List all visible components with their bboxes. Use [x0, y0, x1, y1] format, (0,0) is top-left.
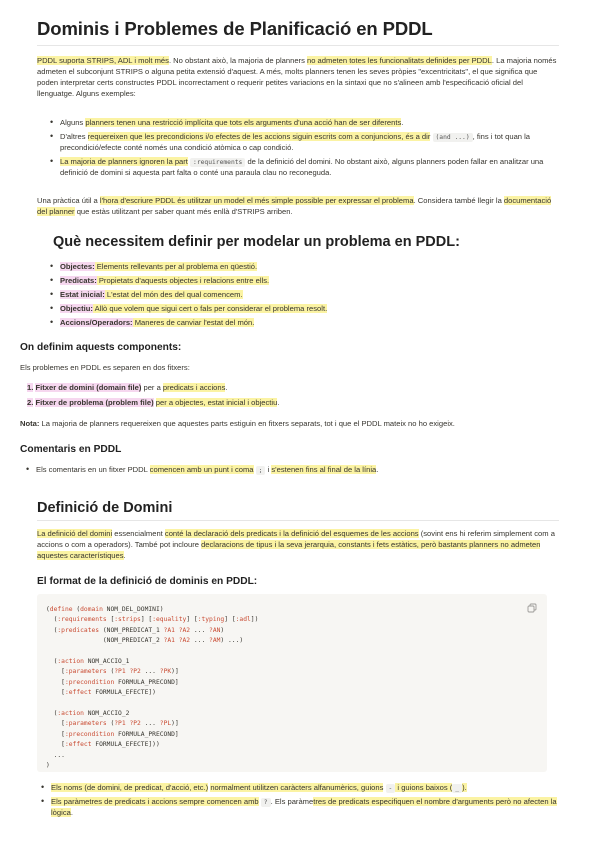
- code-keyword: ?PL: [159, 720, 172, 728]
- component-desc: Elements rellevants per al problema en qüestió.: [94, 262, 258, 271]
- inline-code: -: [386, 784, 396, 793]
- comments-text: i: [265, 465, 272, 474]
- domain-highlight: declaracions de tipus i la seva jerarquia, constants i fets estàtics, però bastants planners no admeten aquestes característiques: [37, 540, 541, 560]
- component-term: Estat inicial:: [60, 290, 105, 299]
- note-text: . Els paràme: [270, 797, 314, 807]
- comments-text: .: [376, 465, 379, 474]
- define-note: [20, 418, 542, 429]
- code-keyword: :requirements: [57, 616, 107, 624]
- code-keyword: ?A1: [163, 626, 175, 634]
- code-line: [:precondition FORMULA_PRECOND]: [46, 678, 179, 686]
- code-line: (define (domain NOM_DEL_DOMINI): [46, 606, 164, 613]
- domain-highlight: conté la declaració dels predicats i la definició del esquemes de les accions: [164, 529, 419, 538]
- code-keyword: define: [49, 606, 73, 613]
- final-note-item: [37, 796, 557, 818]
- component-desc: Maneres de canviar l'estat del món.: [132, 318, 255, 327]
- note-text: ).: [462, 783, 467, 792]
- domain-highlight: La definició del domini: [37, 529, 113, 538]
- practical-highlight-2: documentació del planner: [37, 196, 552, 216]
- final-note-item: [37, 782, 557, 793]
- inline-code: (and ...): [433, 133, 473, 142]
- component-item: [46, 303, 546, 314]
- component-term: Objectiu:: [60, 304, 93, 313]
- domain-paragraph: [37, 528, 559, 561]
- example-highlight: requereixen que les precondicions i/o efectes de les accions siguin escrits com a conjuncions, és a dir: [87, 132, 431, 141]
- file-highlight: predicats i accions: [162, 383, 226, 392]
- code-keyword: :precondition: [64, 678, 115, 686]
- intro-paragraph: [37, 55, 559, 99]
- component-item: [46, 289, 546, 300]
- example-item-1: [46, 117, 558, 128]
- code-keyword: ?P2: [129, 668, 141, 676]
- code-line: [:effect FORMULA_EFECTE])): [46, 741, 160, 749]
- code-keyword: ?A2: [178, 637, 191, 645]
- code-line: [:parameters (?P1 ?P2 ... ?PK)]: [46, 668, 179, 676]
- code-keyword: :effect: [64, 741, 92, 749]
- inline-code: ?: [261, 798, 271, 807]
- code-keyword: :action: [57, 710, 84, 718]
- note-highlight: Els noms (de domini, de predicat, d'acció, etc.): [51, 783, 209, 792]
- copy-icon[interactable]: [527, 603, 537, 613]
- note-text: i guions baixos (: [395, 783, 453, 792]
- file-name: Fitxer de problema (problem file): [35, 398, 154, 407]
- comments-text: Els comentaris en un fitxer PDDL: [36, 465, 150, 474]
- comments-highlight: s'estenen fins al final de la línia: [271, 465, 377, 474]
- page-title: Dominis i Problemes de Planificació en PDDL: [37, 18, 433, 39]
- example-highlight: La majoria de planners ignoren la part: [60, 157, 188, 167]
- title-divider: [37, 45, 559, 46]
- code-line: (:predicates (NOM_PREDICAT_1 ?A1 ?A2 ... ?AN): [46, 626, 225, 634]
- example-text: , fins i tot quan la precondició/efecte conté només una condició atòmica o cap condició.: [60, 132, 531, 153]
- practical-paragraph: [37, 195, 559, 217]
- file-number: 2.: [27, 398, 34, 407]
- practical-text: Una pràctica útil a: [37, 196, 100, 205]
- code-keyword: :equality: [152, 616, 187, 624]
- practical-text: . Considera també llegir la: [413, 196, 504, 205]
- code-line: (:requirements [:strips] [:equality] [:typing] [:adl]): [46, 616, 259, 624]
- example-text: D'altres: [60, 132, 88, 141]
- practical-text: que estàs utilitzant per saber quant més enllà d'STRIPS arriben.: [74, 207, 293, 216]
- files-list: [27, 382, 547, 412]
- code-keyword: :precondition: [64, 730, 115, 738]
- inline-code: :requirements: [190, 158, 245, 167]
- file-text: .: [277, 398, 280, 407]
- comments-highlight: comencen amb un punt i coma: [149, 465, 254, 474]
- section-domain-heading: Definició de Domini: [37, 500, 173, 516]
- code-line: [46, 647, 547, 657]
- section-define-heading: On definim aquests components:: [20, 342, 182, 353]
- code-keyword: ?P1: [114, 720, 126, 728]
- inline-code: ;: [256, 466, 266, 475]
- code-keyword: ?PK: [159, 668, 172, 676]
- example-item-2: [46, 131, 558, 153]
- intro-text-1: . No obstant això, la majoria de planners: [168, 56, 307, 65]
- note-text: .: [70, 808, 73, 818]
- define-text: Els problemes en PDDL es separen en dos fitxers:: [20, 363, 190, 372]
- component-item: [46, 275, 546, 286]
- intro-highlight-2: no admeten totes les funcionalitats definides per PDDL: [306, 56, 492, 65]
- component-term: Objectes:: [60, 262, 95, 271]
- note-highlight: normalment utilitzen caràcters alfanumèrics, guions: [210, 783, 384, 792]
- component-desc: Propietats d'aquests objectes i relacions entre ells.: [96, 276, 270, 285]
- code-keyword: ?A2: [178, 626, 191, 634]
- code-line: (NOM_PREDICAT_2 ?A1 ?A2 ... ?AM) ...): [46, 637, 244, 645]
- practical-highlight-1: l'hora d'escriure PDDL és utilitzar un model el més simple possible per expressar el problema: [99, 196, 414, 205]
- code-keyword: ?AN: [209, 626, 221, 634]
- example-text: .: [401, 118, 404, 127]
- code-line: [:precondition FORMULA_PRECOND]: [46, 730, 179, 738]
- note-highlight: tres de predicats especifiquen el nombre d'arguments però no afecten la lògica: [51, 797, 557, 818]
- code-content[interactable]: [37, 594, 547, 772]
- code-block[interactable]: [37, 594, 547, 772]
- code-line: [46, 699, 547, 709]
- domain-text: .: [123, 551, 126, 560]
- examples-list: [46, 117, 558, 181]
- example-text: de la definició del domini. No obstant això, alguns planners poden fallar en analitzar una definició de domini si aquesta part falta o conté una paraula clau no reconeguda.: [60, 157, 544, 178]
- file-number: 1.: [27, 383, 34, 392]
- code-keyword: :typing: [197, 616, 225, 624]
- code-line: (:action NOM_ACCIO_1: [46, 658, 130, 666]
- domain-text: (sovint ens hi referim simplement com a accions o com a operadors). També pot incloure: [37, 529, 555, 549]
- comments-item: [22, 464, 562, 475]
- inline-code: _: [452, 784, 462, 793]
- code-keyword: :action: [57, 658, 84, 666]
- intro-highlight-1: PDDL suporta STRIPS, ADL i molt més: [37, 56, 169, 65]
- code-keyword: :predicates: [57, 626, 100, 634]
- code-keyword: ?A1: [163, 637, 175, 645]
- file-item-problem: [27, 397, 547, 408]
- code-keyword: :parameters: [64, 668, 107, 676]
- file-highlight: per a objectes, estat inicial i objectiu: [155, 398, 278, 407]
- section-model-heading: Què necessitem definir per modelar un problema en PDDL:: [53, 234, 460, 250]
- code-keyword: :adl: [235, 616, 251, 624]
- code-keyword: :effect: [64, 689, 92, 697]
- code-keyword: domain: [80, 606, 103, 613]
- code-keyword: ?P2: [129, 720, 141, 728]
- note-label: Nota:: [20, 419, 40, 428]
- file-item-domain: [27, 382, 547, 393]
- code-keyword: :parameters: [64, 720, 107, 728]
- file-name: Fitxer de domini (domain file): [35, 383, 142, 392]
- file-text: .: [225, 383, 228, 392]
- example-text: Alguns: [60, 118, 86, 127]
- example-highlight: planners tenen una restricció implícita que tots els arguments d'una acció han de ser diferents: [85, 118, 402, 127]
- comments-list: [22, 464, 562, 478]
- component-desc: L'estat del món des del qual comencem.: [104, 290, 243, 299]
- note-highlight: Els paràmetres de predicats i accions sempre comencen amb: [51, 797, 259, 807]
- code-line: (:action NOM_ACCIO_2: [46, 710, 130, 718]
- intro-text-2: . La majoria només admeten el subconjunt STRIPS o alguna petita extensió d'aquest. A més, molts planners tenen les seves pròpies "excentricitats", el que significa que poden interpretar certs constructes PDDL incorrectament o requerir petites variacions en la sintaxi que no s'alineen amb l'especificació oficial del llenguatge. Alguns exemples:: [37, 56, 557, 98]
- domain-text: essencialment: [112, 529, 165, 538]
- example-item-3: [46, 156, 558, 178]
- note-text: La majoria de planners requereixen que aquestes parts estiguin en fitxers separats, tot i que el PDDL mateix no ho exigeix.: [39, 419, 455, 428]
- component-desc: Allò que volem que sigui cert o fals per considerar el problema resolt.: [92, 304, 328, 313]
- code-keyword: ?AM: [209, 637, 221, 645]
- code-line: [:effect FORMULA_EFECTE]): [46, 689, 156, 697]
- section-format-heading: El format de la definició de dominis en PDDL:: [37, 576, 258, 587]
- section-comments-heading: Comentaris en PDDL: [20, 444, 122, 455]
- code-keyword: ?P1: [114, 668, 126, 676]
- file-text: per a: [141, 383, 163, 392]
- code-keyword: :strips: [114, 616, 141, 624]
- code-line: [:parameters (?P1 ?P2 ... ?PL)]: [46, 720, 179, 728]
- component-term: Predicats:: [60, 276, 97, 285]
- final-notes-list: [37, 782, 557, 821]
- section-divider: [37, 520, 559, 521]
- component-term: Accions/Operadors:: [60, 318, 133, 327]
- code-line: ): [46, 762, 50, 770]
- component-item: [46, 261, 546, 272]
- code-line: ...: [46, 751, 65, 759]
- model-components-list: [46, 261, 546, 331]
- component-item: [46, 317, 546, 328]
